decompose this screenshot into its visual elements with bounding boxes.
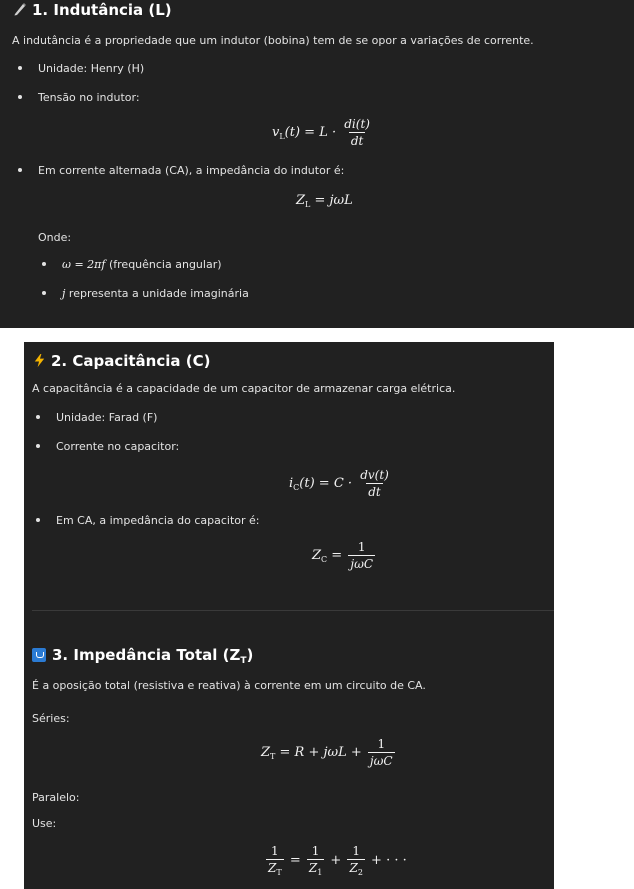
inductance-ac-item (18, 164, 344, 177)
bullet-dot (36, 518, 40, 522)
capacitance-current-text: Corrente no capacitor: (56, 440, 180, 453)
inductance-voltage-text: Tensão no indutor: (38, 91, 140, 104)
eq-plus: + (326, 853, 346, 868)
eq-fraction (347, 844, 364, 877)
capacitance-title: 2. Capacitância (C) (51, 352, 211, 370)
eq-fraction (368, 737, 395, 768)
inductance-section (0, 0, 634, 328)
bullet-dot (36, 444, 40, 448)
eq-denominator: jωC (369, 754, 393, 768)
eq-symbol: Z (308, 861, 318, 875)
section-divider (32, 610, 554, 611)
omega-item (42, 258, 222, 271)
eq-numerator: dv(t) (360, 468, 389, 482)
eq-denominator (266, 859, 284, 877)
eq-fraction (358, 468, 391, 499)
eq-ellipsis: + · · · (366, 853, 407, 868)
eq-denominator: dt (350, 134, 364, 148)
inductance-intro: A indutância é a propriedade que um indutor (bobina) tem de se opor a variações de corrente. (12, 34, 534, 47)
eq-text: (t) = C · (299, 476, 353, 491)
eq-subscript: C (293, 483, 300, 492)
eq-numerator: 1 (271, 844, 279, 858)
bullet-dot (42, 291, 46, 295)
eq-text: = R + jωL + (275, 745, 366, 760)
series-impedance-equation (261, 737, 397, 768)
capacitance-unit-text: Unidade: Farad (F) (56, 411, 158, 424)
eq-equals: = (285, 853, 305, 868)
impedance-title-end: ) (246, 646, 254, 664)
bullet-dot (18, 95, 22, 99)
parallel-impedance-equation (264, 844, 407, 877)
impedance-heading (32, 646, 253, 666)
eq-numerator: 1 (311, 844, 320, 858)
eq-denominator: jωC (350, 557, 374, 571)
capacitance-ac-item (36, 514, 260, 527)
omega-formula: ω = 2πf (62, 258, 106, 271)
bullet-dot (18, 66, 22, 70)
inductance-heading (12, 1, 172, 21)
impedance-title: 3. Impedância Total (Z (52, 646, 241, 664)
circuit-icon (32, 648, 46, 662)
eq-fraction (342, 117, 372, 148)
eq-symbol: i (289, 476, 294, 491)
eq-equals: = (327, 548, 347, 563)
eq-numerator: 1 (377, 737, 386, 751)
eq-text: = jωL (310, 193, 353, 208)
eq-numerator: 1 (357, 540, 366, 554)
use-label: Use: (32, 817, 57, 830)
inductance-voltage-item (18, 91, 140, 104)
eq-subscript: 1 (317, 868, 323, 877)
capacitance-intro: A capacitância é a capacidade de um capacitor de armazenar carga elétrica. (32, 382, 456, 395)
eq-fraction (348, 540, 375, 571)
eq-denominator (307, 859, 324, 877)
eq-fraction (307, 844, 324, 877)
j-item (42, 287, 249, 300)
capacitance-and-impedance-panel (24, 342, 554, 889)
capacitance-current-item (36, 440, 179, 453)
bullet-dot (36, 415, 40, 419)
eq-numerator: 1 (352, 844, 360, 858)
eq-symbol: Z (349, 861, 358, 875)
omega-description: (frequência angular) (105, 258, 222, 271)
inductance-title: 1. Indutância (L) (32, 1, 172, 19)
parallel-label: Paralelo: (32, 791, 80, 804)
capacitance-heading (32, 352, 210, 372)
impedance-intro: É a oposição total (resistiva e reativa) à corrente em um circuito de CA. (32, 679, 426, 692)
inductance-ac-text: Em corrente alternada (CA), a impedância do indutor é: (38, 164, 345, 177)
eq-denominator (347, 859, 364, 877)
j-symbol: j (62, 287, 66, 300)
capacitance-unit-item (36, 411, 157, 424)
capacitance-ac-text: Em CA, a impedância do capacitor é: (56, 514, 260, 527)
capacitor-current-equation (289, 468, 393, 499)
eq-numerator: di(t) (344, 117, 370, 131)
inductance-unit-item (18, 62, 144, 75)
eq-subscript: T (276, 868, 282, 877)
eq-subscript: L (305, 200, 311, 209)
inductor-voltage-equation (272, 117, 374, 148)
where-label: Onde: (38, 231, 72, 244)
j-description: representa a unidade imaginária (65, 287, 249, 300)
eq-text: (t) = L · (284, 125, 337, 140)
inductance-unit-text: Unidade: Henry (H) (38, 62, 145, 75)
eq-denominator: dt (368, 485, 381, 499)
eq-symbol: Z (296, 193, 306, 208)
eq-symbol: v (272, 125, 280, 140)
capacitor-impedance-equation (312, 540, 377, 571)
bullet-dot (42, 262, 46, 266)
eq-symbol: Z (261, 745, 271, 760)
series-label: Séries: (32, 712, 70, 725)
eq-subscript: T (270, 752, 276, 761)
inductor-impedance-equation (296, 193, 353, 209)
eq-subscript: L (279, 132, 285, 141)
eq-symbol: Z (268, 861, 277, 875)
eq-subscript: C (321, 555, 328, 564)
eq-fraction (266, 844, 284, 877)
lightning-icon (32, 353, 47, 372)
eq-symbol: Z (312, 548, 322, 563)
eq-subscript: 2 (357, 868, 363, 877)
pencil-icon (12, 1, 28, 21)
impedance-title-subscript: T (240, 656, 247, 666)
bullet-dot (18, 168, 22, 172)
